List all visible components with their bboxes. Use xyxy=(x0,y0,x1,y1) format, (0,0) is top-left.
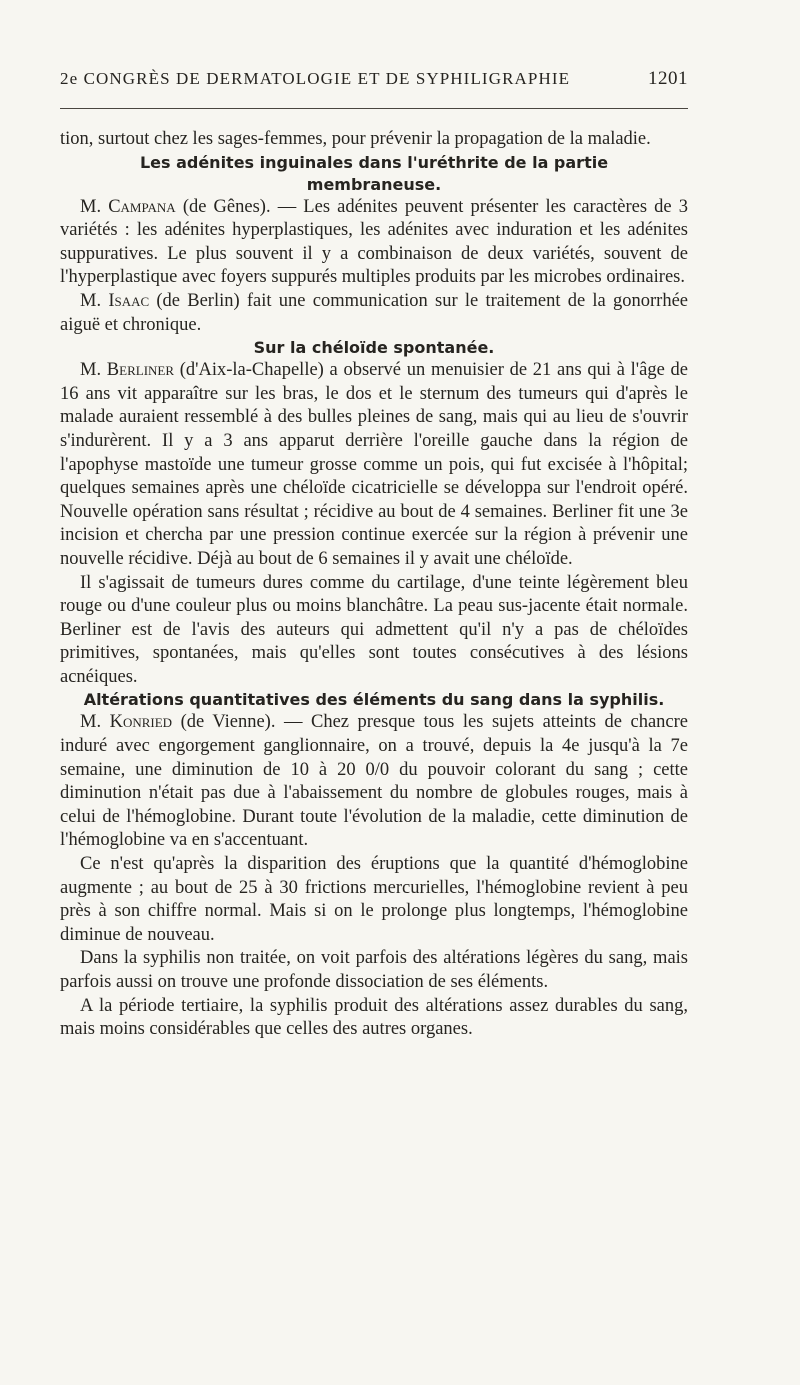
paragraph-isaac xyxy=(60,290,688,337)
speaker-name: Berliner xyxy=(106,360,175,381)
speaker-name: Konried xyxy=(109,712,173,733)
page-number: 1201 xyxy=(648,68,688,89)
section-title-sang: Altérations quantitatives des éléments du sang dans la syphilis. xyxy=(83,690,665,710)
running-title: 2e CONGRÈS DE DERMATOLOGIE ET DE SYPHILIGRAPHIE xyxy=(60,69,571,88)
header-rule xyxy=(60,108,688,109)
paragraph-berliner xyxy=(60,359,688,571)
speaker-prefix: M. xyxy=(80,290,109,311)
speaker-name: Campana xyxy=(108,196,176,217)
speaker-prefix: M. xyxy=(80,712,110,733)
paragraph-tertiaire: A la période tertiaire, la syphilis produit des altérations assez durables du sang, mais moins considérables que celles des autres organes. xyxy=(60,995,688,1040)
speaker-prefix: M. xyxy=(80,360,107,381)
paragraph-non-traitee: Dans la syphilis non traitée, on voit parfois des altérations légères du sang, mais parfois aussi on trouve une profonde dissociation de ses éléments. xyxy=(60,948,688,992)
paragraph-text: (de Berlin) fait une communication sur le traitement de la gonorrhée aiguë et chronique. xyxy=(60,290,688,335)
running-head xyxy=(60,68,688,90)
speaker-prefix: M. xyxy=(80,196,109,217)
paragraph-hemoglobine: Ce n'est qu'après la disparition des éruptions que la quantité d'hémoglobine augmente ; au bout de 25 à 30 frictions mercurielles, l'hémoglobine revient à peu près à son chiffre normal. Mais si on le prolonge plus longtemps, l'hémoglobine diminue de nouveau. xyxy=(60,854,688,945)
paragraph-text: (de Gênes). — Les adénites peuvent présenter les caractères de 3 variétés : les adénites hyperplastiques, les adénites avec induration et les adénites suppuratives. Le plus souvent il y a combinaison de deux variétés, souvent de l'hyperplastique avec foyers suppurés multiples produits par les microbes ordinaires. xyxy=(60,196,689,288)
speaker-name: Isaac xyxy=(108,290,150,311)
paragraph-tumeurs: Il s'agissait de tumeurs dures comme du cartilage, d'une teinte légèrement bleu rouge ou d'une couleur plus ou moins blanchâtre. La peau sus-jacente était normale. Berliner est de l'avis des auteurs qui admettent qu'il n'y a pas de chéloïdes primitives, spontanées, mais qu'elles sont toutes consécutives à des lésions acnéiques. xyxy=(60,572,688,687)
paragraph-continued: tion, surtout chez les sages-femmes, pour prévenir la propagation de la maladie. xyxy=(60,129,651,149)
paragraph-konried xyxy=(60,711,688,853)
article-body xyxy=(60,128,688,1042)
paragraph-campana xyxy=(60,196,688,290)
paragraph-text: (d'Aix-la-Chapelle) a observé un menuisier de 21 ans qui à l'âge de 16 ans vit apparaître sur les bras, le dos et le sternum des tumeurs qui d'après le malade auraient ressemblé à des bulles pleines de sang, mais qui au lieu de s'ouvrir s'indurèrent. Il y a 3 ans apparut derrière l'oreille gauche dans la région de l'apophyse mastoïde une tumeur grosse comme un pois, qui fut excisée à l'hôpital; quelques semaines après une chéloïde cicatricielle se développa sur l'endroit opéré. Nouvelle opération sans résultat ; récidive au bout de 4 semaines. Berliner fit une 3e incision et chercha par une pression continue exercée sur la région à prévenir une nouvelle récidive. Déjà au bout de 6 semaines il y avait une chéloïde. xyxy=(60,360,688,569)
section-title-adenites: Les adénites inguinales dans l'uréthrite de la partie membraneuse. xyxy=(139,152,609,194)
paragraph-text: (de Vienne). — Chez presque tous les sujets atteints de chancre induré avec engorgement ganglionnaire, on a trouvé, depuis la 4e jusqu'à la 7e semaine, une diminution de 10 à 20 0/0 du pouvoir colorant du sang ; cette diminution n'était pas due à l'abaissement du nombre de globules rouges, mais à celui de l'hémoglobine. Durant toute l'évolution de la maladie, cette diminution de l'hémoglobine va en s'accentuant. xyxy=(60,712,689,851)
section-title-cheloide: Sur la chéloïde spontanée. xyxy=(253,338,495,358)
